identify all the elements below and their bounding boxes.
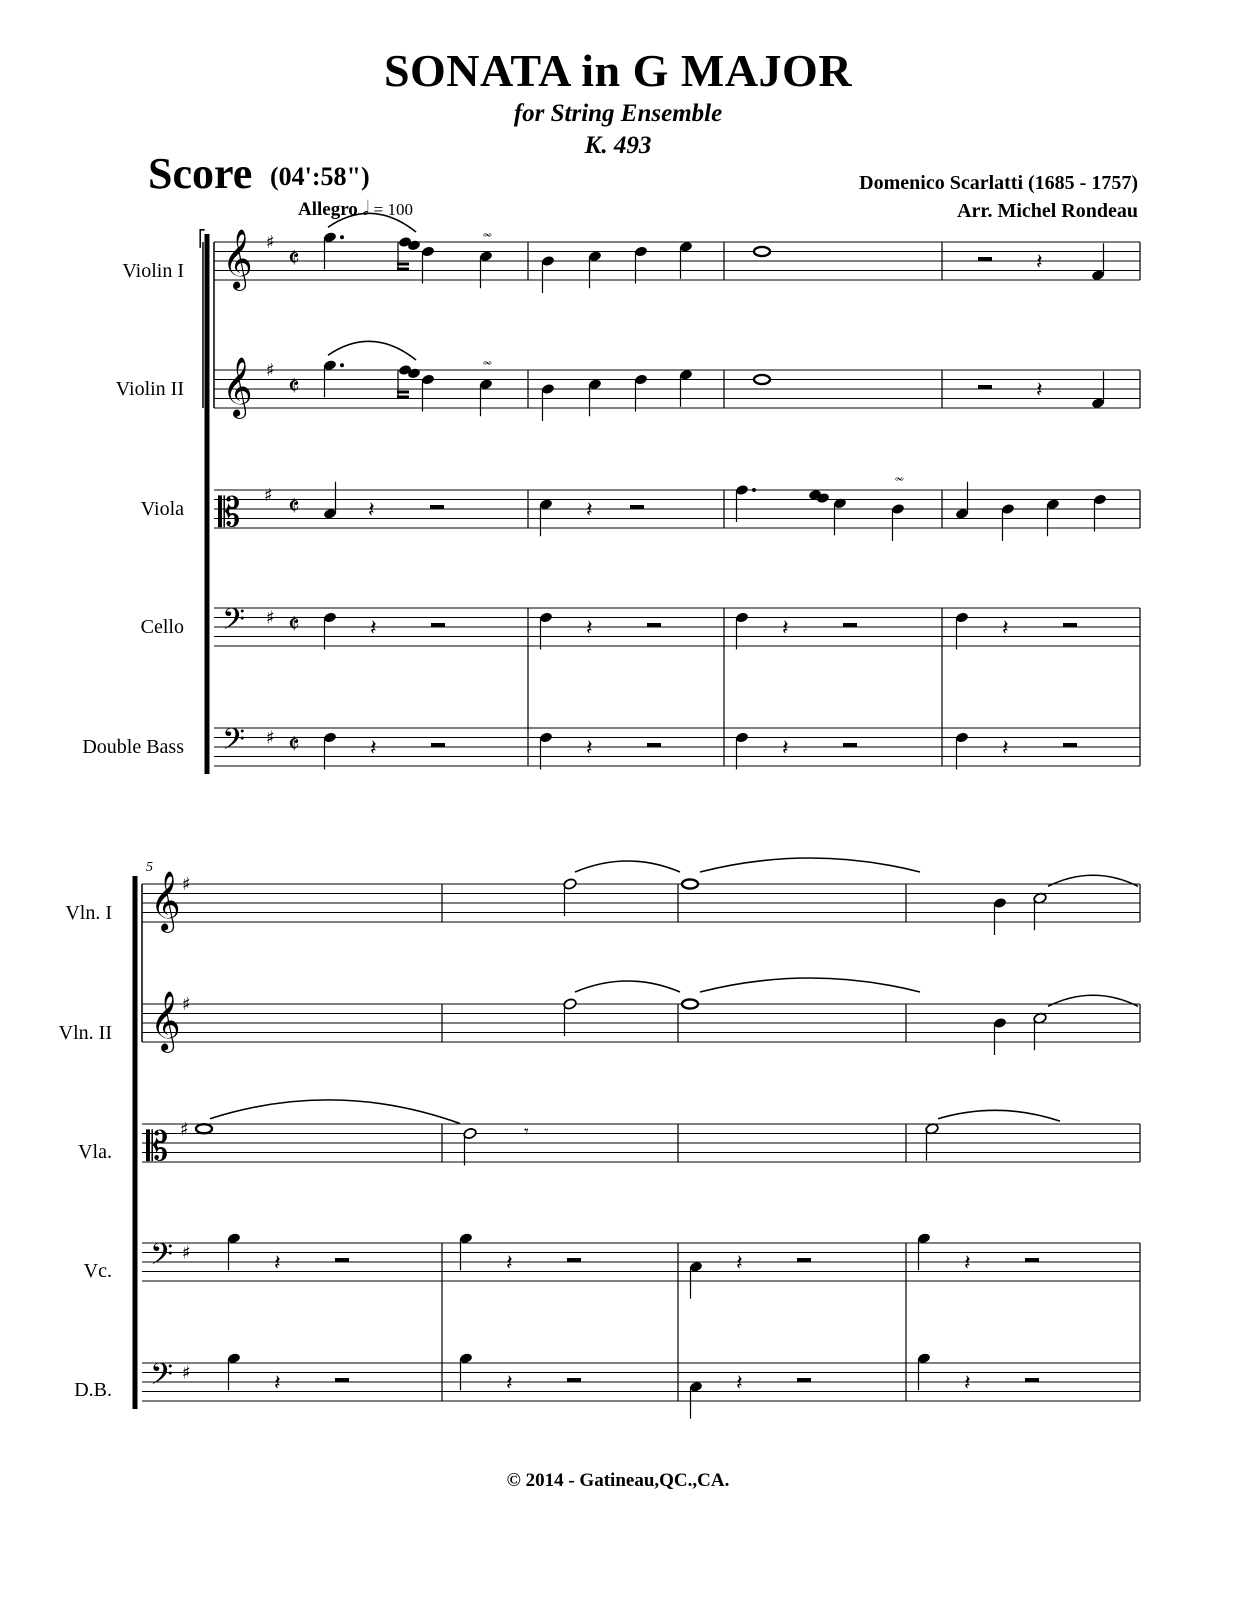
half-rest xyxy=(843,743,857,747)
half-rest xyxy=(978,385,992,389)
sharp-icon: ♯ xyxy=(182,1242,191,1264)
tie xyxy=(700,858,920,872)
whole-note xyxy=(754,247,770,256)
instrument-name: Double Bass xyxy=(82,736,184,758)
sharp-icon: ♯ xyxy=(264,484,273,506)
half-rest xyxy=(431,743,445,747)
treble-clef-icon: 𝄞 xyxy=(222,357,253,417)
quarter-rest: 𝄽 xyxy=(1036,378,1043,403)
quarter-rest: 𝄽 xyxy=(782,616,789,641)
quarter-rest: 𝄽 xyxy=(506,1251,513,1276)
instrument-name: Violin II xyxy=(115,378,184,400)
quarter-rest: 𝄽 xyxy=(370,616,377,641)
sharp-icon: ♯ xyxy=(266,360,275,381)
quarter-rest: 𝄽 xyxy=(586,498,593,523)
bass-clef-icon: 𝄢 xyxy=(222,603,246,644)
composer-credit: Domenico Scarlatti (1685 - 1757) xyxy=(859,172,1138,194)
beam xyxy=(397,268,409,271)
sharp-icon: ♯ xyxy=(182,874,191,895)
dot xyxy=(340,363,344,367)
half-rest xyxy=(567,1258,581,1262)
half-rest xyxy=(431,623,445,627)
half-rest xyxy=(978,257,992,261)
whole-note xyxy=(682,879,698,888)
half-rest xyxy=(630,505,644,509)
sharp-icon: ♯ xyxy=(182,1362,191,1384)
quarter-rest: 𝄽 xyxy=(370,736,377,761)
instrument-name: Vln. I xyxy=(65,902,112,924)
whole-note xyxy=(196,1124,212,1133)
cut-time-icon: 𝄵 xyxy=(288,372,300,402)
slur xyxy=(328,213,416,232)
treble-clef-icon: 𝄞 xyxy=(222,229,253,289)
quarter-rest: 𝄽 xyxy=(1036,250,1043,275)
sharp-icon: ♯ xyxy=(182,994,191,1015)
dot xyxy=(340,235,344,239)
tempo-word: Allegro xyxy=(298,199,358,220)
half-rest xyxy=(1025,1378,1039,1382)
slur xyxy=(938,1110,1060,1121)
half-rest xyxy=(1063,623,1077,627)
beam xyxy=(397,391,409,394)
instrument-name: Cello xyxy=(140,616,184,638)
quarter-rest: 𝄽 xyxy=(368,498,375,523)
quarter-rest: 𝄽 xyxy=(506,1371,513,1396)
cut-time-icon: 𝄵 xyxy=(288,610,300,640)
score-label: Score xyxy=(148,149,253,198)
half-rest xyxy=(335,1378,349,1382)
slur xyxy=(210,1100,460,1124)
quarter-rest: 𝄽 xyxy=(964,1251,971,1276)
cut-time-icon: 𝄵 xyxy=(288,492,300,522)
half-rest xyxy=(1063,743,1077,747)
instrument-name: Vln. II xyxy=(58,1022,112,1044)
arranger-credit: Arr. Michel Rondeau xyxy=(957,200,1138,222)
quarter-rest: 𝄽 xyxy=(736,1251,743,1276)
slur xyxy=(328,341,416,360)
treble-clef-icon: 𝄞 xyxy=(150,871,181,931)
half-rest xyxy=(1025,1258,1039,1262)
score-title: SONATA in G MAJOR xyxy=(383,45,853,96)
sharp-icon: ♯ xyxy=(266,232,275,253)
sharp-icon: ♯ xyxy=(266,727,275,749)
dot xyxy=(752,488,756,492)
instrument-name: Viola xyxy=(140,498,184,520)
alto-clef-icon: 𝄡 xyxy=(146,1124,169,1170)
alto-clef-icon: 𝄡 xyxy=(218,490,241,536)
bracket-top-icon: ⎡ xyxy=(198,229,206,248)
duration-label: (04':58") xyxy=(270,162,370,191)
beam xyxy=(397,263,409,266)
instrument-name: Vla. xyxy=(78,1141,112,1163)
tie xyxy=(1048,995,1138,1006)
score-subtitle: for String Ensemble xyxy=(513,100,723,127)
treble-clef-icon: 𝄞 xyxy=(150,991,181,1051)
sharp-icon: ♯ xyxy=(266,607,275,629)
half-rest xyxy=(797,1258,811,1262)
half-rest xyxy=(843,623,857,627)
bass-clef-icon: 𝄢 xyxy=(150,1238,174,1279)
quarter-rest: 𝄽 xyxy=(1002,616,1009,641)
instrument-name: D.B. xyxy=(74,1379,112,1401)
half-rest xyxy=(647,743,661,747)
quarter-rest: 𝄽 xyxy=(782,736,789,761)
quarter-rest: 𝄽 xyxy=(274,1371,281,1396)
mordent-icon: 𝆗 xyxy=(483,223,492,242)
half-rest xyxy=(797,1378,811,1382)
quarter-rest: 𝄽 xyxy=(964,1371,971,1396)
bass-clef-icon: 𝄢 xyxy=(150,1358,174,1399)
quarter-rest: 𝄽 xyxy=(586,736,593,761)
beam xyxy=(397,396,409,399)
cut-time-icon: 𝄵 xyxy=(288,730,300,760)
bass-clef-icon: 𝄢 xyxy=(222,723,246,764)
tempo-value: = 100 xyxy=(373,200,413,219)
tie xyxy=(1048,875,1138,886)
mordent-icon: 𝆗 xyxy=(895,467,904,486)
instrument-name: Vc. xyxy=(83,1260,112,1282)
quarter-rest: 𝄽 xyxy=(1002,736,1009,761)
copyright-footer: © 2014 - Gatineau,QC.,CA. xyxy=(506,1470,730,1491)
quarter-rest: 𝄽 xyxy=(586,616,593,641)
eighth-rest: 𝄾 xyxy=(524,1121,529,1143)
half-note-icon: 𝅗𝅥 xyxy=(362,198,369,220)
quarter-rest: 𝄽 xyxy=(736,1371,743,1396)
mordent-icon: 𝆗 xyxy=(483,351,492,370)
tie xyxy=(575,861,680,872)
measure-number: 5 xyxy=(146,860,153,875)
half-rest xyxy=(430,505,444,509)
catalog-number: K. 493 xyxy=(584,132,652,159)
sharp-icon: ♯ xyxy=(180,1118,189,1140)
tie xyxy=(700,978,920,992)
half-rest xyxy=(647,623,661,627)
tie xyxy=(575,981,680,992)
half-rest xyxy=(335,1258,349,1262)
cut-time-icon: 𝄵 xyxy=(288,244,300,274)
half-rest xyxy=(567,1378,581,1382)
quarter-rest: 𝄽 xyxy=(274,1251,281,1276)
whole-note xyxy=(754,375,770,384)
whole-note xyxy=(682,999,698,1008)
instrument-name: Violin I xyxy=(122,260,184,282)
